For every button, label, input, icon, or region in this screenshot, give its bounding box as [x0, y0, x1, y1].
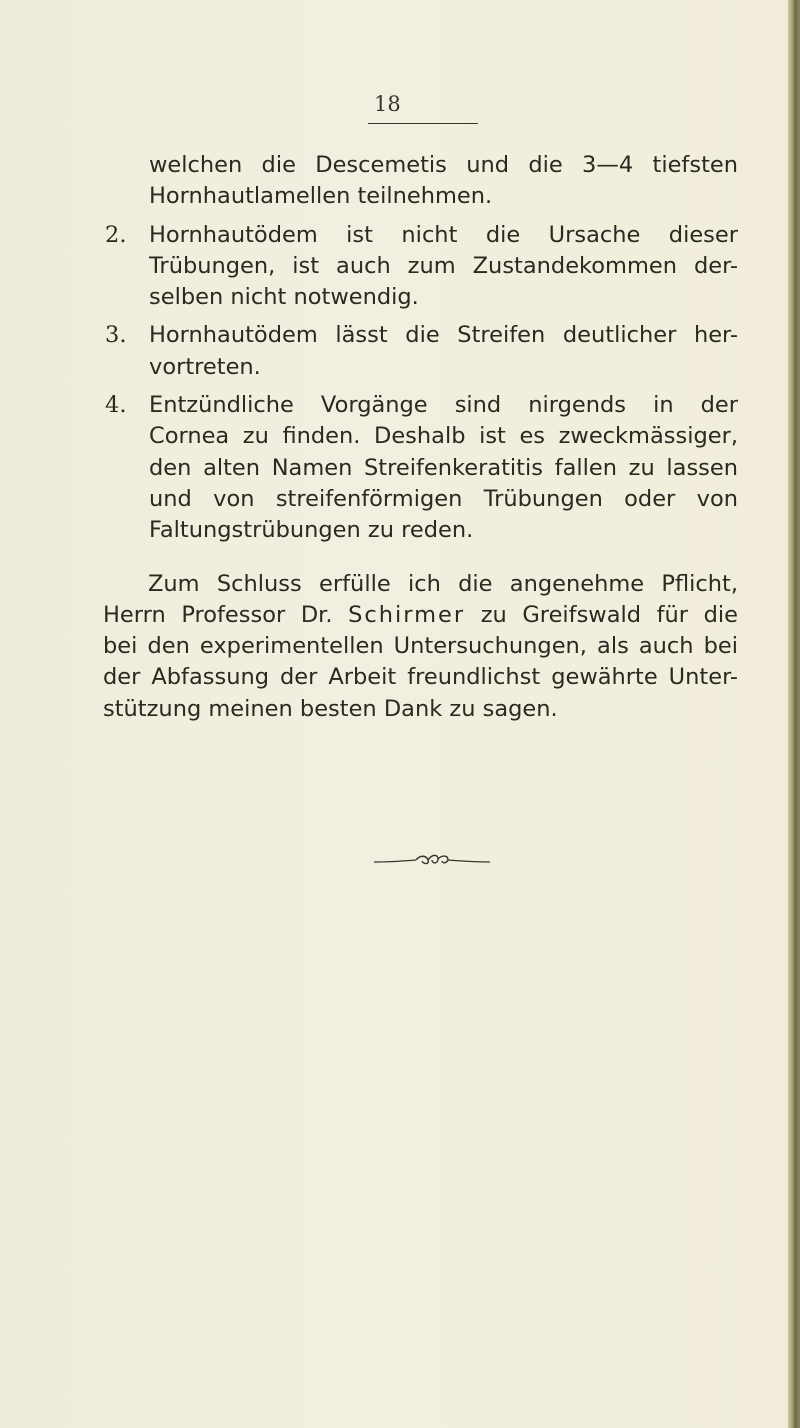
text-line: Zum Schluss erfülle ich die angenehme Pflicht,	[148, 570, 738, 597]
text-line: Hornhautödem lässt die Streifen deutlicher her-	[149, 322, 738, 349]
text-line: welchen die Descemetis und die 3—4 tiefsten	[149, 152, 738, 178]
page-number-text: 18	[374, 92, 401, 116]
text-fragment: Herrn Professor Dr.	[103, 601, 333, 628]
page-edge	[788, 0, 800, 1428]
text-line: Trübungen, ist auch zum Zustandekommen der-	[149, 252, 738, 279]
text-line: Hornhautlamellen teilnehmen.	[149, 183, 493, 210]
text-line: stützung meinen besten Dank zu sagen.	[103, 695, 558, 722]
text-fragment: zu Greifswald für die	[480, 601, 739, 628]
text-block	[103, 150, 738, 725]
name-schirmer: Schirmer	[348, 601, 466, 628]
text-line: und von streifenförmigen Trübungen oder von	[149, 485, 738, 512]
text-line: bei den experimentellen Untersuchungen, als auch bei	[103, 633, 738, 660]
list-item-number: 2.	[105, 221, 127, 248]
text-line: Hornhautödem ist nicht die Ursache dieser	[149, 221, 738, 248]
text-line: der Abfassung der Arbeit freundlichst gewährte Unter-	[103, 664, 738, 691]
list-item-2	[103, 220, 738, 314]
list-item-4	[103, 390, 738, 546]
text-line: Entzündliche Vorgänge sind nirgends in der	[149, 392, 738, 419]
first-paragraph	[103, 150, 738, 213]
text-line: vortreten.	[149, 353, 261, 380]
text-line: den alten Namen Streifenkeratitis fallen zu lassen	[149, 454, 738, 481]
text-line: Faltungstrübungen zu reden.	[149, 517, 474, 544]
list-item-3	[103, 320, 738, 383]
text-line: selben nicht notwendig.	[149, 284, 419, 311]
text-line: Cornea zu finden. Deshalb ist es zweckmässiger,	[149, 423, 738, 450]
list-item-number: 3.	[105, 322, 127, 349]
closing-paragraph	[103, 569, 738, 725]
list-item-number: 4.	[105, 392, 127, 419]
page-number	[368, 84, 478, 124]
text-line	[103, 600, 738, 631]
decorative-flourish-icon	[372, 852, 492, 868]
